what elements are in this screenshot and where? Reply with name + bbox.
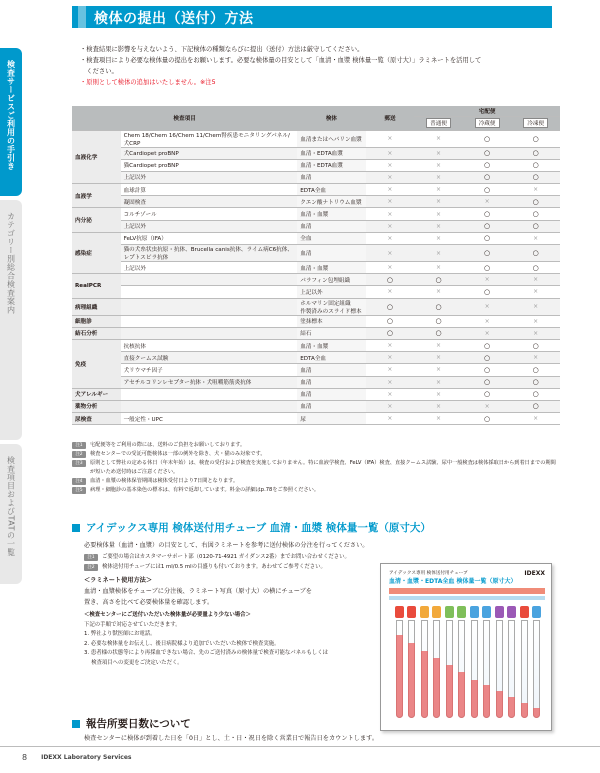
side-tab-guide[interactable]: 検査サービスご利用の手引き bbox=[0, 48, 22, 196]
row-item bbox=[121, 388, 298, 400]
row-item: 猫Cardiopet proBNP bbox=[121, 159, 298, 171]
row-group: 病理組織 bbox=[72, 298, 121, 315]
row-mark: ○ bbox=[511, 147, 560, 159]
row-specimen: 上記以外 bbox=[297, 286, 365, 298]
row-mark: ○ bbox=[463, 208, 512, 220]
tube-notes bbox=[84, 553, 374, 668]
row-mark: × bbox=[414, 376, 463, 388]
row-mark: × bbox=[366, 232, 415, 244]
row-mark: × bbox=[414, 208, 463, 220]
sample-tube bbox=[532, 606, 541, 718]
col-courier: 宅配便 bbox=[414, 106, 560, 116]
table-row bbox=[72, 315, 560, 327]
tube-fill bbox=[446, 665, 453, 718]
col-mail: 郵送 bbox=[366, 106, 415, 130]
section-marker bbox=[72, 524, 80, 532]
note-text: ご要望の場合はカスタマーサポート部（0120-71-4921 ガイダンス2番）までお問い合わせください。 bbox=[102, 554, 350, 560]
header-accent bbox=[78, 6, 86, 28]
table-row bbox=[72, 184, 560, 196]
sample-tube bbox=[495, 606, 504, 718]
row-specimen: ホルマリン固定組織 作製済みのスライド標本 bbox=[297, 298, 365, 315]
row-item: コルチゾール bbox=[121, 208, 298, 220]
tube-cap bbox=[445, 606, 454, 618]
row-group: 免疫 bbox=[72, 339, 121, 388]
row-mark: × bbox=[463, 274, 512, 286]
row-mark: × bbox=[511, 413, 560, 425]
row-mark: ○ bbox=[511, 171, 560, 183]
table-row bbox=[72, 159, 560, 171]
section-tube-header bbox=[72, 520, 431, 535]
sample-tube bbox=[432, 606, 441, 718]
short-title: ＜検査センターにご送付いただいた検体量が必要量より少ない場合＞ bbox=[84, 612, 251, 618]
row-mark: ○ bbox=[463, 339, 512, 351]
table-row bbox=[72, 196, 560, 208]
table-row bbox=[72, 232, 560, 244]
sample-tube bbox=[445, 606, 454, 718]
footnote-text: 検査センターでの受託可能検体は一部の例外を除き、犬・猫のみ対象です。 bbox=[90, 451, 266, 457]
row-specimen: 尿 bbox=[297, 413, 365, 425]
short-lead: 下記の手順で対応させていただきます。 bbox=[84, 621, 181, 628]
row-mark: × bbox=[511, 352, 560, 364]
tube-fill bbox=[458, 672, 465, 718]
row-mark: ○ bbox=[463, 159, 512, 171]
intro-notes bbox=[80, 44, 560, 88]
row-mark: ○ bbox=[463, 130, 512, 147]
row-item bbox=[121, 298, 298, 315]
row-specimen: 血清・EDTA血漿 bbox=[297, 147, 365, 159]
tube-fill bbox=[521, 703, 528, 718]
row-mark: × bbox=[414, 364, 463, 376]
row-mark: ○ bbox=[366, 274, 415, 286]
row-mark: ○ bbox=[511, 220, 560, 232]
row-mark: × bbox=[414, 147, 463, 159]
tube-fill bbox=[483, 685, 490, 718]
row-mark: × bbox=[414, 184, 463, 196]
row-group: 細胞診 bbox=[72, 315, 121, 327]
table-row bbox=[72, 208, 560, 220]
tube-fill bbox=[471, 680, 478, 718]
tube-fill bbox=[496, 691, 503, 718]
row-item: 上記以外 bbox=[121, 220, 298, 232]
table-row bbox=[72, 327, 560, 339]
usage-title: ＜ラミネート使用方法＞ bbox=[84, 577, 153, 584]
row-mark: × bbox=[511, 232, 560, 244]
row-mark: × bbox=[414, 130, 463, 147]
row-mark: × bbox=[511, 184, 560, 196]
row-mark: ○ bbox=[414, 274, 463, 286]
sheet-title: 血清・血漿・EDTA全血 検体量一覧（原寸大） bbox=[389, 578, 517, 585]
sample-tube bbox=[520, 606, 529, 718]
table-row bbox=[72, 376, 560, 388]
sample-tube bbox=[420, 606, 429, 718]
row-item: 上記以外 bbox=[121, 171, 298, 183]
table-row bbox=[72, 364, 560, 376]
row-mark: × bbox=[414, 286, 463, 298]
row-mark: ○ bbox=[463, 388, 512, 400]
table-row bbox=[72, 274, 560, 286]
row-mark: × bbox=[366, 159, 415, 171]
row-mark: ○ bbox=[511, 159, 560, 171]
row-item: アセチルコリンレセプター抗体・犬咀嚼筋筋炎抗体 bbox=[121, 376, 298, 388]
tube-row bbox=[395, 606, 541, 718]
company-name: IDEXX Laboratory Services bbox=[41, 754, 132, 761]
row-item bbox=[121, 286, 298, 298]
row-mark: × bbox=[414, 400, 463, 412]
row-mark: ○ bbox=[463, 262, 512, 274]
tube-cap bbox=[420, 606, 429, 618]
tube-fill bbox=[396, 635, 403, 718]
tube-cap bbox=[532, 606, 541, 618]
report-text: 検査センターに検体が到着した日を「0日」とし、土・日・祝日を除く営業日で報告日をカウントします。 bbox=[84, 735, 379, 742]
row-mark: ○ bbox=[366, 298, 415, 315]
row-item: Chem 18/Chem 16/Chem 11/Chem腎疾患モニタリングパネル/犬CRP bbox=[121, 130, 298, 147]
row-specimen: 塗抹標本 bbox=[297, 315, 365, 327]
row-mark: ○ bbox=[463, 232, 512, 244]
row-mark: ○ bbox=[414, 315, 463, 327]
row-mark: ○ bbox=[511, 196, 560, 208]
row-mark: × bbox=[414, 339, 463, 351]
footnote-label: 注1 bbox=[72, 442, 86, 449]
row-mark: × bbox=[366, 220, 415, 232]
short-item: 3. 患者様の状態等により再採血できない場合、先のご送付済みの検体量で検査可能なパネルもしくは bbox=[84, 650, 329, 656]
row-mark: × bbox=[414, 245, 463, 262]
short-item: 2. 必要な検体量をお伝えし、後日病院様より追加でいただいた検体で検査実施。 bbox=[84, 640, 280, 647]
table-row bbox=[72, 220, 560, 232]
row-group: 結石分析 bbox=[72, 327, 121, 339]
row-mark: × bbox=[511, 274, 560, 286]
row-group: 薬物分析 bbox=[72, 400, 121, 412]
row-item: 直接クームス試験 bbox=[121, 352, 298, 364]
row-mark: × bbox=[366, 171, 415, 183]
sample-tube bbox=[470, 606, 479, 718]
row-mark: × bbox=[414, 220, 463, 232]
footnotes bbox=[72, 441, 560, 495]
table-row bbox=[72, 388, 560, 400]
section-title: 検体送付用チューブ 血清・血漿 検体量一覧（原寸大） bbox=[172, 522, 431, 534]
row-mark: × bbox=[463, 196, 512, 208]
tube-cap bbox=[432, 606, 441, 618]
tube-body bbox=[533, 620, 540, 718]
tube-cap bbox=[407, 606, 416, 618]
table-row bbox=[72, 413, 560, 425]
table-row bbox=[72, 339, 560, 351]
table-row bbox=[72, 245, 560, 262]
row-group: 尿検査 bbox=[72, 413, 121, 425]
row-mark: × bbox=[366, 245, 415, 262]
tube-fill bbox=[533, 708, 540, 718]
row-specimen: 血清 bbox=[297, 388, 365, 400]
row-mark: × bbox=[366, 130, 415, 147]
row-mark: × bbox=[414, 159, 463, 171]
row-group: 内分泌 bbox=[72, 208, 121, 232]
footnote-text: 病理・細胞診の基本染色の標本は、有料で返却しています。料金の詳細はp.78をご参照ください。 bbox=[90, 487, 320, 493]
shipping-table bbox=[72, 106, 560, 425]
row-specimen: 血清・血漿 bbox=[297, 262, 365, 274]
row-mark: ○ bbox=[463, 376, 512, 388]
tube-cap bbox=[470, 606, 479, 618]
tube-intro bbox=[84, 540, 554, 551]
row-mark: ○ bbox=[463, 171, 512, 183]
row-mark: ○ bbox=[463, 286, 512, 298]
row-mark: × bbox=[366, 376, 415, 388]
row-mark: × bbox=[511, 286, 560, 298]
tube-cap bbox=[495, 606, 504, 618]
tube-fill bbox=[508, 697, 515, 718]
row-specimen: 血清 bbox=[297, 376, 365, 388]
row-mark: × bbox=[366, 208, 415, 220]
row-mark: × bbox=[414, 388, 463, 400]
note-label: 注1 bbox=[84, 554, 98, 561]
row-mark: × bbox=[366, 388, 415, 400]
tube-fill bbox=[433, 658, 440, 718]
note-line: ・検査結果に影響を与えないよう、下記検体の種類ならびに提出（送付）方法は厳守してください。 bbox=[80, 46, 364, 53]
row-mark: ○ bbox=[511, 262, 560, 274]
row-mark: ○ bbox=[463, 147, 512, 159]
row-item: 猫の犬糸状虫抗原・抗体、Brucella canis抗体、ライム病C6抗体、レプトスピラ抗体 bbox=[121, 245, 298, 262]
row-mark: × bbox=[463, 298, 512, 315]
row-specimen: 血清またはヘパリン血漿 bbox=[297, 130, 365, 147]
row-mark: ○ bbox=[511, 208, 560, 220]
row-specimen: 血清・血漿 bbox=[297, 339, 365, 351]
row-mark: × bbox=[511, 327, 560, 339]
row-mark: ○ bbox=[511, 376, 560, 388]
row-mark: ○ bbox=[414, 298, 463, 315]
footnote-label: 注2 bbox=[72, 451, 86, 458]
row-group: 犬アレルギー bbox=[72, 388, 121, 400]
row-specimen: パラフィン包埋組織 bbox=[297, 274, 365, 286]
row-mark: × bbox=[414, 196, 463, 208]
col-normal: 普通便 bbox=[426, 118, 451, 128]
row-mark: ○ bbox=[511, 130, 560, 147]
note-warning: ・原則として検体の追加はいたしません。※注5 bbox=[80, 79, 216, 86]
row-mark: × bbox=[511, 298, 560, 315]
row-mark: × bbox=[366, 184, 415, 196]
row-specimen: 血清 bbox=[297, 220, 365, 232]
row-mark: × bbox=[511, 315, 560, 327]
note-line: ・検査項目により必要な検体量の提出をお願いします。必要な検体量の目安として「血清・血漿 検体量一覧（原寸大）」ラミネートを活用して bbox=[80, 57, 482, 64]
row-mark: × bbox=[366, 262, 415, 274]
row-mark: × bbox=[366, 413, 415, 425]
row-group: 血液学 bbox=[72, 184, 121, 208]
row-mark: ○ bbox=[463, 245, 512, 262]
row-specimen: 血清 bbox=[297, 400, 365, 412]
page-header bbox=[72, 6, 552, 28]
section-title: 報告所要日数について bbox=[86, 718, 191, 730]
sample-tube bbox=[407, 606, 416, 718]
row-specimen: 血清 bbox=[297, 245, 365, 262]
row-mark: × bbox=[366, 196, 415, 208]
row-specimen: 血清・EDTA血漿 bbox=[297, 159, 365, 171]
section-prefix: アイデックス専用 bbox=[86, 522, 169, 534]
row-mark: × bbox=[366, 352, 415, 364]
row-mark: ○ bbox=[463, 413, 512, 425]
row-mark: × bbox=[414, 262, 463, 274]
row-mark: ○ bbox=[511, 388, 560, 400]
short-item: 検査項目への変更をご決定いただく。 bbox=[84, 659, 183, 666]
row-item: 犬Cardiopet proBNP bbox=[121, 147, 298, 159]
page-title: 検体の提出（送付）方法 bbox=[94, 11, 254, 27]
row-mark: × bbox=[414, 232, 463, 244]
footnote-text: 宅配便等をご利用の際には、送料のご負担をお願いしております。 bbox=[90, 442, 246, 448]
row-group: 感染症 bbox=[72, 232, 121, 273]
tube-intro-text: 必要検体量（血清・血漿）の目安として、右図ラミネートを参考に送付検体の分注を行ってください。 bbox=[84, 542, 369, 549]
sample-tube bbox=[482, 606, 491, 718]
row-specimen: 血清 bbox=[297, 171, 365, 183]
col-chilled: 冷蔵便 bbox=[475, 118, 500, 128]
side-tab-items[interactable]: 検査項目およびTATの一覧 bbox=[0, 444, 22, 584]
note-label: 注2 bbox=[84, 564, 98, 571]
sheet-subtitle: アイデックス専用 検体送付用チューブ bbox=[389, 571, 468, 576]
table-row bbox=[72, 130, 560, 147]
usage-text: 置き、高さを比べて必要検体量を確認します。 bbox=[84, 599, 214, 606]
col-item: 検査項目 bbox=[72, 106, 297, 130]
row-mark: ○ bbox=[366, 327, 415, 339]
tube-cap bbox=[395, 606, 404, 618]
tube-fill bbox=[408, 643, 415, 718]
sample-tube bbox=[457, 606, 466, 718]
row-group: RealPCR bbox=[72, 274, 121, 298]
row-specimen: 血清・血漿 bbox=[297, 208, 365, 220]
row-mark: × bbox=[463, 400, 512, 412]
row-mark: × bbox=[366, 364, 415, 376]
section-report-header bbox=[72, 716, 191, 731]
row-mark: ○ bbox=[463, 364, 512, 376]
note-line: ください。 bbox=[80, 68, 118, 75]
footer-line bbox=[0, 746, 600, 747]
row-mark: ○ bbox=[463, 352, 512, 364]
row-mark: ○ bbox=[511, 339, 560, 351]
row-mark: ○ bbox=[511, 245, 560, 262]
row-item: 上記以外 bbox=[121, 262, 298, 274]
row-mark: × bbox=[414, 352, 463, 364]
sample-tube bbox=[395, 606, 404, 718]
side-tab-category[interactable]: カテゴリー別総合検査案内 bbox=[0, 200, 22, 440]
short-item: 1. 弊社より獣医師にお電話。 bbox=[84, 631, 156, 637]
footnote-text: 原則として弊社の定める休日（年末年始）は、検査の受付および検査を実施しておりません。特に血液学検査、FeLV（IFA）検査、直接クームス試験、尿中一般検査は検体採取日から到着日までの期間が短いため送付時はご注意ください。 bbox=[90, 460, 556, 475]
row-mark: ○ bbox=[414, 327, 463, 339]
row-mark: × bbox=[463, 315, 512, 327]
row-item: 血球計算 bbox=[121, 184, 298, 196]
table-row bbox=[72, 298, 560, 315]
row-specimen: 血清 bbox=[297, 364, 365, 376]
tube-cap bbox=[457, 606, 466, 618]
table-row bbox=[72, 171, 560, 183]
row-item: FeLV抗原（IFA） bbox=[121, 232, 298, 244]
footnote-label: 注5 bbox=[72, 487, 86, 494]
row-item: 凝固検査 bbox=[121, 196, 298, 208]
row-mark: ○ bbox=[463, 220, 512, 232]
row-item: 一般定性・UPC bbox=[121, 413, 298, 425]
row-mark: × bbox=[414, 413, 463, 425]
laminate-sheet-image bbox=[380, 563, 552, 731]
row-mark: × bbox=[414, 171, 463, 183]
footnote-label: 注3 bbox=[72, 460, 86, 467]
row-specimen: 結石 bbox=[297, 327, 365, 339]
table-row bbox=[72, 352, 560, 364]
row-item bbox=[121, 327, 298, 339]
tube-fill bbox=[421, 651, 428, 718]
row-specimen: EDTA全血 bbox=[297, 184, 365, 196]
page-number: 8 bbox=[22, 753, 28, 762]
row-mark: ○ bbox=[511, 364, 560, 376]
row-mark: × bbox=[463, 327, 512, 339]
col-specimen: 検体 bbox=[297, 106, 365, 130]
row-mark: × bbox=[366, 286, 415, 298]
usage-text: 血清・血漿検体をチューブに分注後、ラミネート写真（原寸大）の横にチューブを bbox=[84, 588, 312, 595]
row-item: 抗核抗体 bbox=[121, 339, 298, 351]
row-mark: × bbox=[366, 147, 415, 159]
section-marker bbox=[72, 720, 80, 728]
sheet-logo: IDEXX bbox=[524, 570, 545, 577]
row-group: 血液化学 bbox=[72, 130, 121, 184]
note-text: 検体送付用チューブには1 ml/0.5 mlの目盛りも付いております。あわせてご参考ください。 bbox=[102, 563, 326, 570]
row-mark: ○ bbox=[463, 184, 512, 196]
row-mark: × bbox=[366, 400, 415, 412]
tube-cap bbox=[482, 606, 491, 618]
col-frozen: 冷凍便 bbox=[523, 118, 548, 128]
tube-cap bbox=[520, 606, 529, 618]
row-specimen: 全血 bbox=[297, 232, 365, 244]
footnote-text: 血清・血漿の検体保管期間は検体受付日より7日間となります。 bbox=[90, 478, 239, 484]
row-specimen: EDTA全血 bbox=[297, 352, 365, 364]
row-mark: ○ bbox=[511, 400, 560, 412]
row-mark: ○ bbox=[366, 315, 415, 327]
sheet-band bbox=[389, 596, 545, 600]
footnote-label: 注4 bbox=[72, 478, 86, 485]
sample-tube bbox=[507, 606, 516, 718]
page-footer bbox=[22, 753, 132, 762]
row-item bbox=[121, 400, 298, 412]
table-row bbox=[72, 286, 560, 298]
sheet-band bbox=[389, 588, 545, 594]
table-row bbox=[72, 262, 560, 274]
row-mark: × bbox=[366, 339, 415, 351]
row-item bbox=[121, 274, 298, 286]
table-row bbox=[72, 400, 560, 412]
row-item bbox=[121, 315, 298, 327]
tube-cap bbox=[507, 606, 516, 618]
table-row bbox=[72, 147, 560, 159]
row-item: 犬リウマチ因子 bbox=[121, 364, 298, 376]
row-specimen: クエン酸ナトリウム血漿 bbox=[297, 196, 365, 208]
